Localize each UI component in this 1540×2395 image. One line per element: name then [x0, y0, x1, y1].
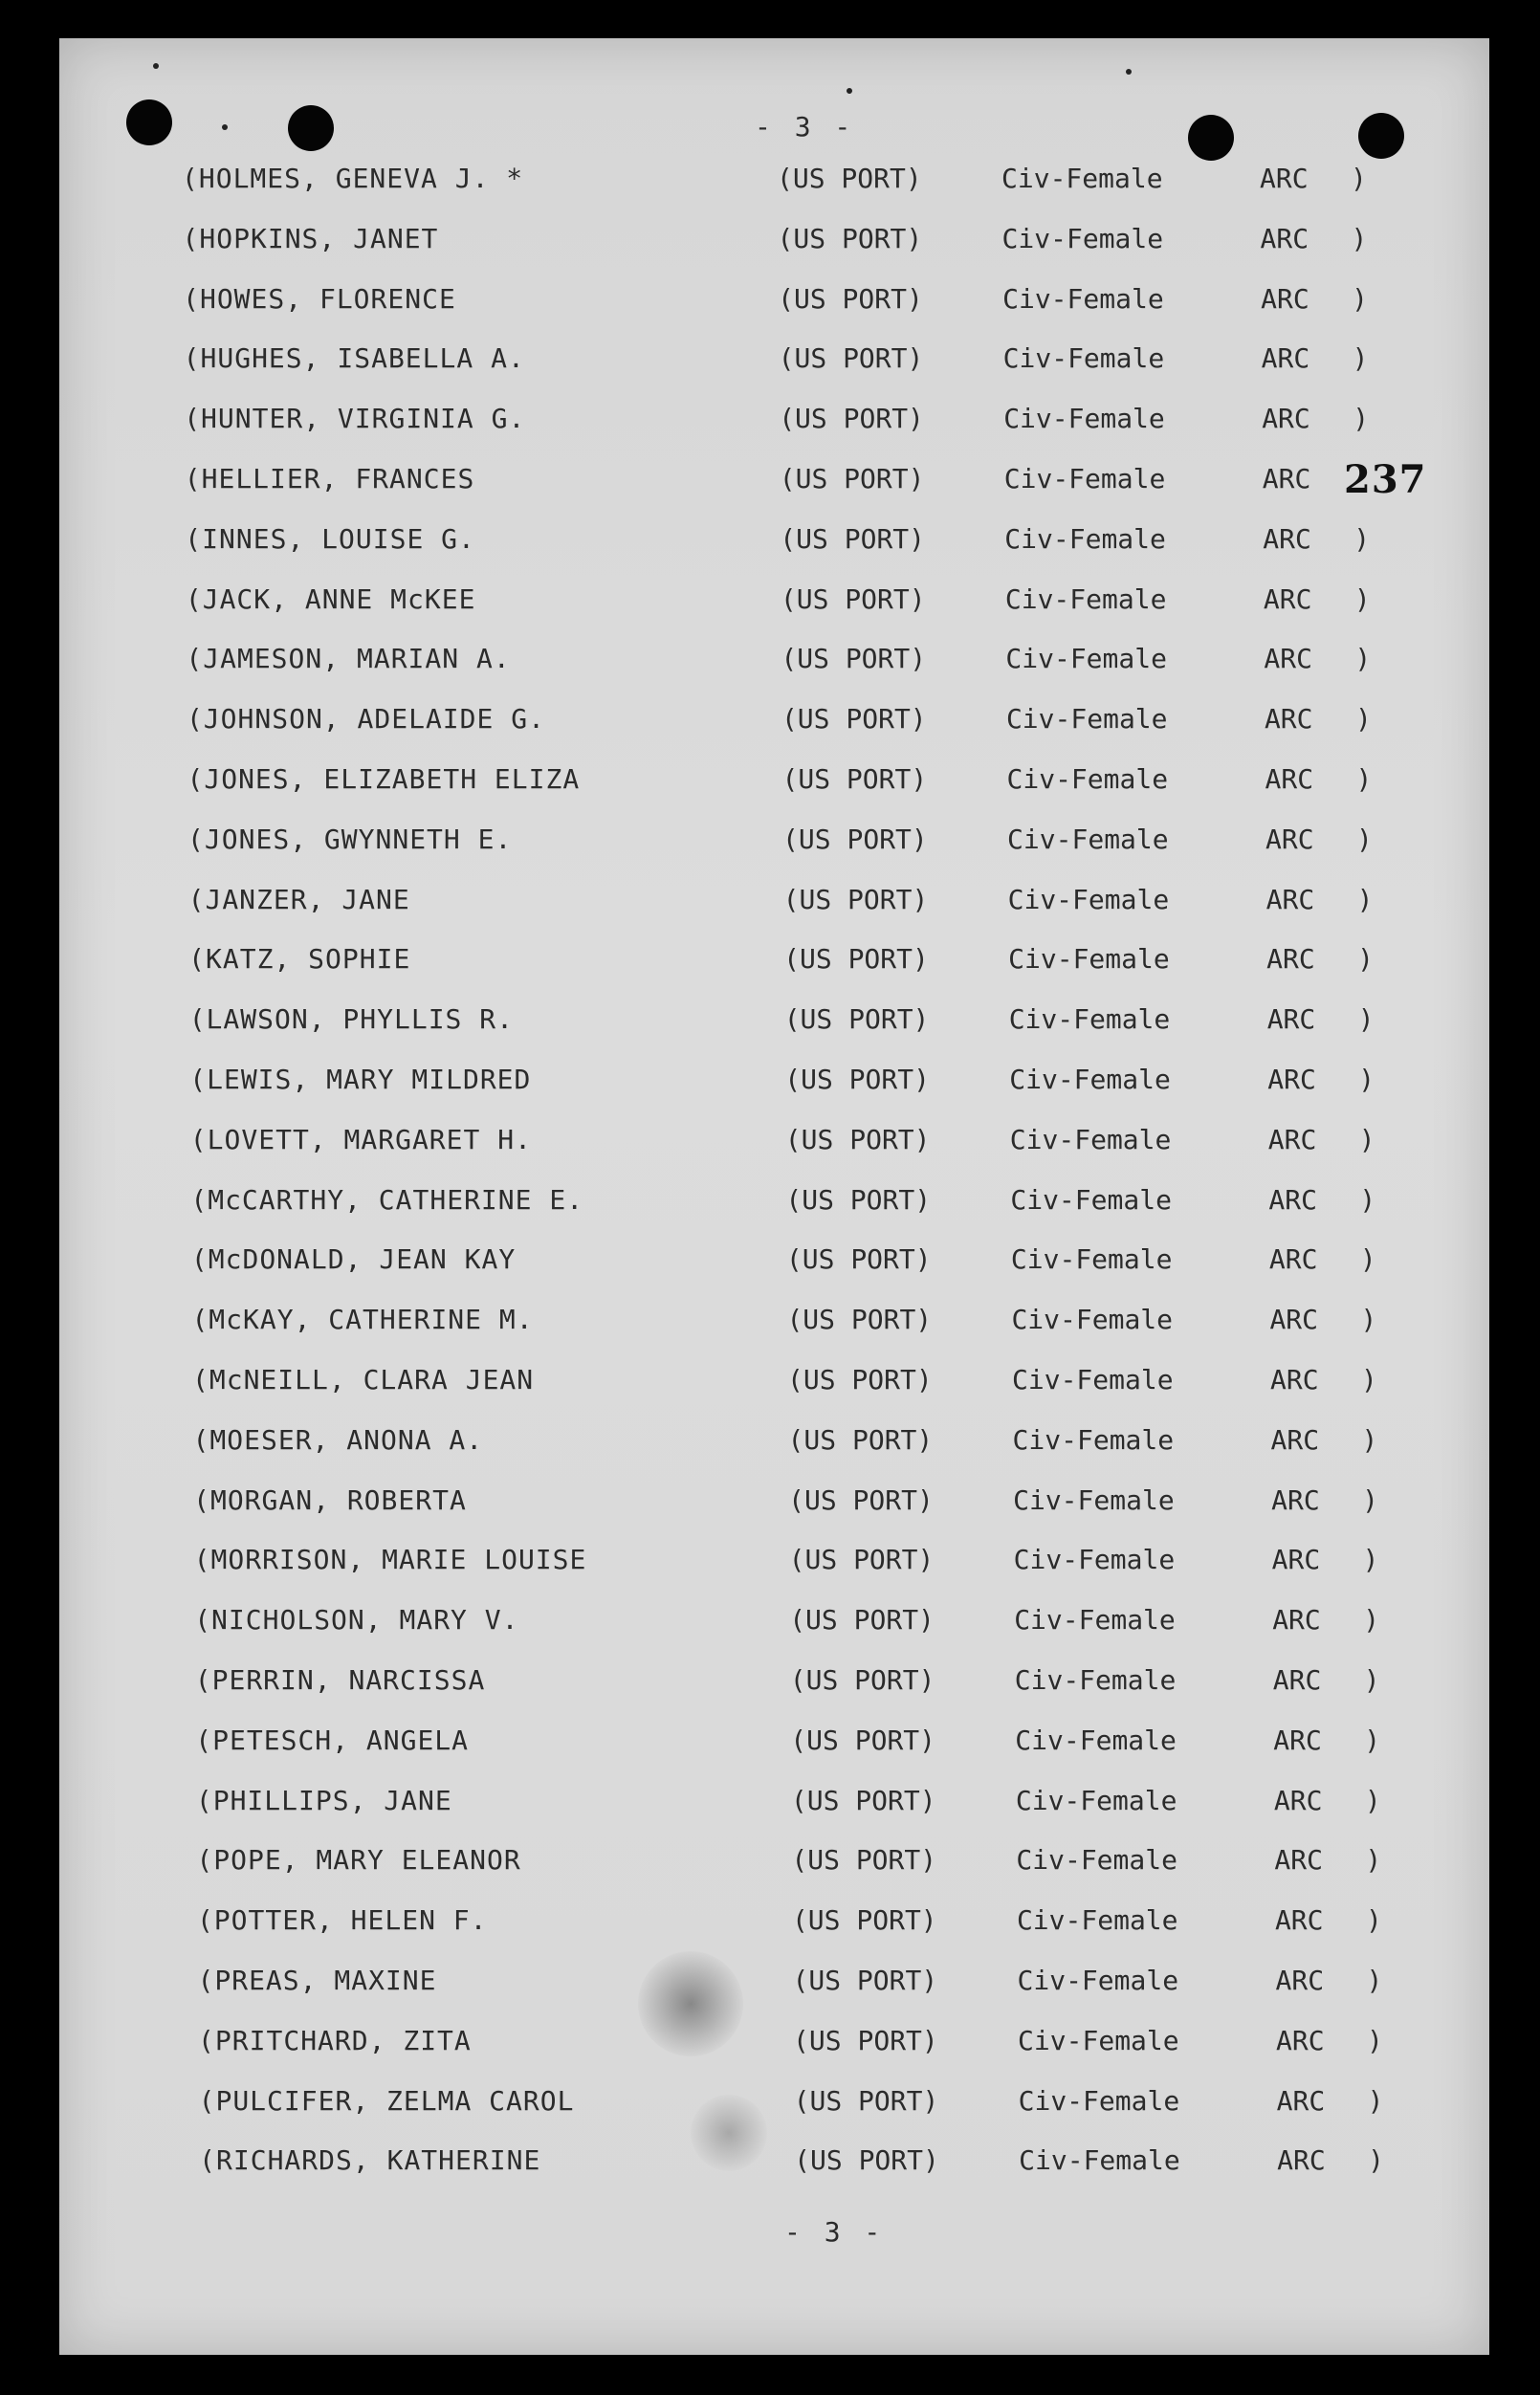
port-code: (US PORT): [778, 342, 924, 375]
closing-bracket: ): [1365, 1844, 1382, 1877]
person-name: (HUNTER, VIRGINIA G.: [184, 403, 526, 435]
person-name: (JACK, ANNE McKEE: [185, 582, 476, 615]
organization-code: ARC: [1270, 1364, 1319, 1395]
dust-speck: [153, 63, 159, 69]
status-text: Civ-Female: [1018, 2084, 1180, 2117]
status-text: Civ-Female: [1001, 163, 1163, 194]
closing-bracket: ): [1366, 1965, 1383, 1996]
status-text: Civ-Female: [1018, 2024, 1179, 2056]
port-code: (US PORT): [793, 2084, 939, 2117]
person-name: (POPE, MARY ELEANOR: [196, 1844, 521, 1877]
closing-bracket: ): [1353, 403, 1370, 435]
closing-bracket: ): [1362, 1544, 1379, 1576]
status-text: Civ-Female: [1013, 1544, 1176, 1576]
closing-bracket: ): [1364, 1724, 1381, 1756]
person-name: (MORGAN, ROBERTA: [193, 1483, 467, 1516]
status-text: Civ-Female: [1007, 883, 1170, 915]
table-row: [67, 1003, 1489, 1042]
port-code: (US PORT): [777, 222, 923, 254]
table-row: [66, 943, 1489, 981]
organization-code: ARC: [1268, 1183, 1317, 1216]
status-text: Civ-Female: [1004, 522, 1166, 555]
status-text: Civ-Female: [1006, 763, 1169, 795]
closing-bracket: ): [1362, 1483, 1378, 1516]
person-name: (HOWES, FLORENCE: [183, 282, 456, 315]
organization-code: ARC: [1262, 463, 1311, 494]
status-text: Civ-Female: [1014, 1604, 1176, 1637]
dust-speck: [222, 124, 228, 130]
organization-code: ARC: [1276, 2024, 1325, 2056]
table-row: [64, 703, 1489, 741]
table-row: [69, 1243, 1489, 1282]
person-name: (NICHOLSON, MARY V.: [194, 1604, 519, 1637]
person-name: (JONES, GWYNNETH E.: [187, 823, 513, 855]
closing-bracket: ): [1365, 1904, 1382, 1937]
port-code: (US PORT): [785, 1183, 932, 1216]
port-code: (US PORT): [785, 1243, 932, 1276]
table-row: [76, 2025, 1489, 2063]
organization-code: ARC: [1263, 582, 1312, 615]
port-code: (US PORT): [782, 883, 929, 915]
closing-bracket: ): [1361, 1423, 1378, 1456]
table-row: [73, 1725, 1489, 1763]
status-text: Civ-Female: [1008, 1003, 1171, 1036]
status-text: Civ-Female: [1012, 1423, 1175, 1456]
document-page: [59, 38, 1489, 2355]
page-number-bottom: - 3 -: [784, 2216, 885, 2248]
organization-code: ARC: [1264, 643, 1312, 675]
closing-bracket: ): [1356, 883, 1374, 915]
table-row: [72, 1604, 1489, 1642]
port-code: (US PORT): [782, 823, 928, 855]
table-row: [62, 523, 1489, 561]
organization-code: ARC: [1272, 1604, 1321, 1637]
person-name: (JONES, ELIZABETH ELIZA: [187, 763, 581, 795]
status-text: Civ-Female: [1017, 1965, 1179, 1996]
port-code: (US PORT): [790, 1784, 936, 1816]
closing-bracket: ): [1359, 1183, 1376, 1216]
page-number-top: - 3 -: [755, 111, 855, 143]
status-text: Civ-Female: [1015, 1784, 1177, 1816]
port-code: (US PORT): [781, 703, 927, 736]
closing-bracket: ): [1360, 1304, 1377, 1336]
closing-bracket: ): [1363, 1664, 1380, 1696]
person-name: (LAWSON, PHYLLIS R.: [188, 1003, 514, 1036]
organization-code: ARC: [1267, 1064, 1316, 1095]
closing-bracket: ): [1352, 342, 1369, 375]
port-code: (US PORT): [784, 1123, 931, 1155]
table-row: [68, 1124, 1489, 1162]
table-row: [61, 342, 1489, 381]
table-row: [59, 163, 1489, 201]
status-text: Civ-Female: [1001, 222, 1164, 254]
port-code: (US PORT): [783, 1003, 930, 1036]
status-text: Civ-Female: [1009, 1123, 1172, 1155]
table-row: [62, 463, 1489, 501]
closing-bracket: ): [1358, 1123, 1375, 1155]
person-name: (PULCIFER, ZELMA CAROL: [198, 2084, 575, 2117]
status-text: Civ-Female: [1016, 1904, 1178, 1937]
person-name: (MORRISON, MARIE LOUISE: [193, 1544, 587, 1576]
closing-bracket: ): [1367, 2024, 1383, 2056]
person-name: (LEWIS, MARY MILDRED: [189, 1064, 532, 1095]
port-code: (US PORT): [779, 463, 925, 494]
organization-code: ARC: [1273, 1784, 1323, 1816]
port-code: (US PORT): [787, 1364, 933, 1395]
person-name: (PETESCH, ANGELA: [195, 1724, 470, 1756]
table-row: [71, 1424, 1489, 1462]
status-text: Civ-Female: [1009, 1064, 1171, 1095]
person-name: (PERRIN, NARCISSA: [194, 1664, 486, 1696]
closing-bracket: ): [1358, 1064, 1375, 1095]
status-text: Civ-Female: [1015, 1724, 1177, 1756]
table-row: [70, 1364, 1489, 1402]
organization-code: ARC: [1261, 282, 1309, 315]
port-code: (US PORT): [781, 643, 927, 675]
organization-code: ARC: [1273, 1724, 1322, 1756]
person-name: (HOPKINS, JANET: [182, 222, 439, 254]
closing-bracket: ): [1353, 522, 1371, 555]
punch-hole-left-2: [288, 105, 334, 151]
person-name: (PRITCHARD, ZITA: [198, 2024, 472, 2056]
port-code: (US PORT): [781, 763, 928, 795]
organization-code: ARC: [1265, 763, 1314, 795]
dust-speck: [847, 88, 852, 94]
status-text: Civ-Female: [1005, 703, 1168, 736]
port-code: (US PORT): [789, 1664, 935, 1696]
organization-code: ARC: [1274, 1904, 1324, 1937]
status-text: Civ-Female: [1003, 463, 1166, 494]
table-row: [77, 2144, 1489, 2183]
person-name: (PREAS, MAXINE: [197, 1965, 437, 1996]
person-name: (INNES, LOUISE G.: [185, 522, 475, 555]
stamp-number: 237: [1344, 457, 1427, 502]
port-code: (US PORT): [786, 1304, 933, 1336]
port-code: (US PORT): [788, 1544, 935, 1576]
table-row: [63, 583, 1489, 622]
closing-bracket: ): [1368, 2144, 1385, 2177]
port-code: (US PORT): [792, 1965, 938, 1996]
organization-code: ARC: [1265, 883, 1315, 915]
closing-bracket: ): [1357, 943, 1375, 976]
dust-speck: [1126, 69, 1132, 75]
organization-code: ARC: [1270, 1423, 1320, 1456]
organization-code: ARC: [1260, 163, 1309, 194]
closing-bracket: ): [1355, 763, 1373, 795]
status-text: Civ-Female: [1008, 943, 1170, 976]
person-name: (MOESER, ANONA A.: [192, 1423, 484, 1456]
status-text: Civ-Female: [1011, 1304, 1174, 1336]
person-name: (JOHNSON, ADELAIDE G.: [186, 703, 545, 736]
port-code: (US PORT): [778, 282, 923, 315]
table-row: [75, 1904, 1489, 1943]
table-row: [63, 643, 1489, 681]
organization-code: ARC: [1265, 823, 1314, 855]
port-code: (US PORT): [788, 1483, 934, 1516]
table-row: [66, 884, 1489, 922]
table-row: [60, 283, 1489, 321]
closing-bracket: ): [1363, 1604, 1380, 1637]
table-row: [65, 824, 1489, 862]
table-row: [73, 1664, 1489, 1703]
status-text: Civ-Female: [1014, 1664, 1177, 1696]
closing-bracket: ): [1356, 823, 1373, 855]
port-code: (US PORT): [777, 163, 922, 194]
table-row: [65, 763, 1490, 802]
organization-code: ARC: [1266, 943, 1315, 976]
person-name: (POTTER, HELEN F.: [196, 1904, 488, 1937]
organization-code: ARC: [1261, 342, 1310, 375]
organization-code: ARC: [1260, 222, 1309, 254]
table-row: [60, 223, 1489, 261]
table-row: [61, 403, 1489, 441]
punch-hole-left-1: [126, 99, 172, 145]
organization-code: ARC: [1277, 2144, 1326, 2177]
table-row: [68, 1184, 1489, 1222]
person-name: (HELLIER, FRANCES: [184, 463, 475, 494]
table-row: [74, 1844, 1489, 1882]
table-row: [69, 1304, 1489, 1342]
person-name: (JAMESON, MARIAN A.: [186, 643, 511, 675]
table-row: [67, 1064, 1489, 1102]
table-row: [74, 1785, 1489, 1823]
port-code: (US PORT): [794, 2144, 939, 2177]
table-row: [77, 2085, 1489, 2123]
status-text: Civ-Female: [1004, 582, 1167, 615]
status-text: Civ-Female: [1019, 2144, 1180, 2177]
person-name: (JANZER, JANE: [187, 883, 410, 915]
person-name: (HUGHES, ISABELLA A.: [183, 342, 525, 375]
organization-code: ARC: [1268, 1243, 1318, 1276]
person-name: (KATZ, SOPHIE: [188, 943, 411, 976]
closing-bracket: ): [1364, 1784, 1381, 1816]
port-code: (US PORT): [790, 1724, 936, 1756]
person-name: (McNEILL, CLARA JEAN: [192, 1364, 535, 1395]
closing-bracket: ): [1352, 282, 1368, 315]
closing-bracket: ): [1351, 222, 1368, 254]
port-code: (US PORT): [784, 1064, 930, 1095]
status-text: Civ-Female: [1005, 643, 1167, 675]
port-code: (US PORT): [793, 2024, 938, 2056]
closing-bracket: ): [1354, 703, 1372, 736]
status-text: Civ-Female: [1002, 342, 1165, 375]
port-code: (US PORT): [791, 1904, 937, 1937]
organization-code: ARC: [1269, 1304, 1319, 1336]
closing-bracket: ): [1351, 163, 1367, 194]
organization-code: ARC: [1276, 2084, 1326, 2117]
punch-hole-right-1: [1188, 115, 1234, 161]
closing-bracket: ): [1357, 1003, 1375, 1036]
organization-code: ARC: [1264, 703, 1313, 736]
person-name: (LOVETT, MARGARET H.: [189, 1123, 532, 1155]
person-name: (McKAY, CATHERINE M.: [191, 1304, 534, 1336]
person-name: (PHILLIPS, JANE: [195, 1784, 452, 1816]
punch-hole-right-2: [1358, 113, 1404, 159]
person-name: (McDONALD, JEAN KAY: [190, 1243, 517, 1276]
status-text: Civ-Female: [1003, 403, 1165, 435]
organization-code: ARC: [1271, 1483, 1320, 1516]
status-text: Civ-Female: [1010, 1183, 1172, 1216]
closing-bracket: ): [1367, 2084, 1384, 2117]
organization-code: ARC: [1272, 1664, 1322, 1696]
port-code: (US PORT): [780, 522, 926, 555]
organization-code: ARC: [1266, 1003, 1316, 1036]
port-code: (US PORT): [791, 1844, 937, 1877]
port-code: (US PORT): [779, 403, 924, 435]
person-name: (McCARTHY, CATHERINE E.: [190, 1183, 584, 1216]
port-code: (US PORT): [787, 1423, 934, 1456]
closing-bracket: ): [1354, 643, 1372, 675]
organization-code: ARC: [1267, 1123, 1317, 1155]
status-text: Civ-Female: [1016, 1844, 1177, 1877]
organization-code: ARC: [1271, 1544, 1321, 1576]
port-code: (US PORT): [783, 943, 929, 976]
person-name: (RICHARDS, KATHERINE: [199, 2144, 541, 2177]
status-text: Civ-Female: [1012, 1364, 1174, 1395]
status-text: Civ-Female: [1010, 1243, 1173, 1276]
port-code: (US PORT): [789, 1604, 935, 1637]
organization-code: ARC: [1263, 522, 1311, 555]
closing-bracket: ): [1353, 582, 1371, 615]
closing-bracket: ): [1361, 1364, 1377, 1395]
table-row: [76, 1965, 1490, 2003]
organization-code: ARC: [1262, 403, 1310, 435]
table-row: [72, 1544, 1489, 1582]
organization-code: ARC: [1274, 1844, 1323, 1877]
table-row: [71, 1484, 1489, 1523]
status-text: Civ-Female: [1002, 282, 1164, 315]
organization-code: ARC: [1275, 1965, 1325, 1996]
status-text: Civ-Female: [1007, 823, 1169, 855]
status-text: Civ-Female: [1013, 1483, 1175, 1516]
person-name: (HOLMES, GENEVA J. *: [182, 163, 524, 194]
closing-bracket: ): [1359, 1243, 1376, 1276]
port-code: (US PORT): [780, 582, 926, 615]
